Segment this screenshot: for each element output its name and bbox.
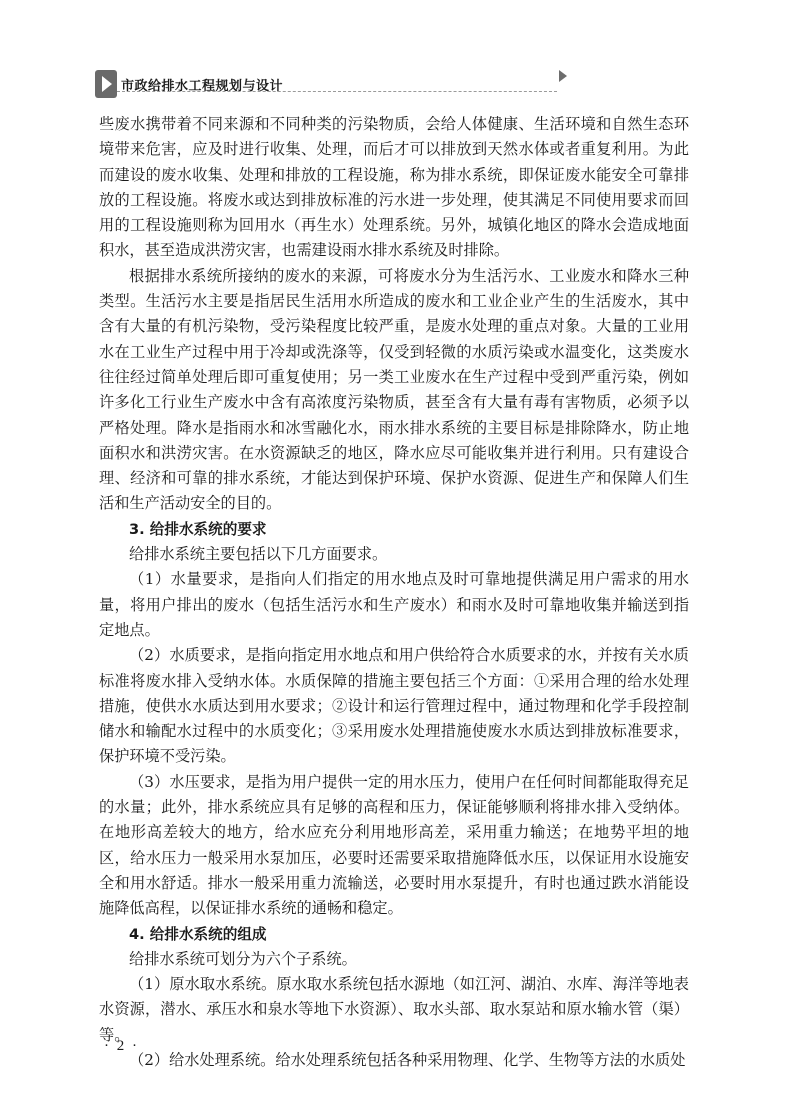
section-heading-4: 4. 给排水系统的组成 — [129, 925, 267, 943]
page-number: · 2 · — [104, 1038, 139, 1054]
paragraph-8: （1）原水取水系统。原水取水系统包括水源地（如江河、湖泊、水库、海洋等地表水资源，潜水、承压水和泉水等地下水资源）、取水头部、取水泵站和原水输水管（渠）等。 — [99, 975, 689, 1044]
paragraph-2: 根据排水系统所接纳的废水的来源，可将废水分为生活污水、工业废水和降水三种类型。生活污水主要是指居民生活用水所造成的废水和工业企业产生的生活废水，其中含有大量的有机污染物，受污染程度比较严重，是废水处理的重点对象。大量的工业用水在工业生产过程中用于冷却或洗涤等，仅受到轻微的水质污染或水温变化，这类废水往往经过简单处理后即可重复使用；另一类工业废水在生产过程中受到严重污染，例如许多化工行业生产废水中含有高浓度污染物质，甚至含有大量有毒有害物质，必须予以严格处理。降水是指雨水和冰雪融化水，雨水排水系统的主要目标是排除降水，防止地面积水和洪涝灾害。在水资源缺乏的地区，降水应尽可能收集并进行利用。只有建设合理、经济和可靠的排水系统，才能达到保护环境、保护水资源、促进生产和保障人们生活和生产活动安全的目的。 — [99, 266, 689, 513]
running-header — [95, 70, 475, 98]
header-title: 市政给排水工程规划与设计 — [121, 79, 284, 94]
body-text — [99, 112, 689, 1073]
header-arrow-icon — [95, 70, 117, 98]
header-tip-icon — [559, 70, 567, 82]
paragraph-3: 给排水系统主要包括以下几方面要求。 — [129, 545, 388, 564]
paragraph-5: （2）水质要求，是指向指定用水地点和用户供给符合水质要求的水，并按有关水质标准将废水排入受纳水体。水质保障的措施主要包括三个方面：①采用合理的给水处理措施，使供水水质达到用水要求；②设计和运行管理过程中，通过物理和化学手段控制储水和输配水过程中的水质变化；③采用废水处理措施使废水水质达到排放标准要求，保护环境不受污染。 — [99, 646, 689, 766]
header-rule — [117, 91, 557, 92]
paragraph-1: 些废水携带着不同来源和不同种类的污染物质，会给人体健康、生活环境和自然生态环境带来危害，应及时进行收集、处理，而后才可以排放到天然水体或者重复利用。为此而建设的废水收集、处理和排放的工程设施，称为排水系统，即保证废水能安全可靠排放的工程设施。将废水或达到排放标准的污水进一步处理，使其满足不同使用要求而回用的工程设施则称为回用水（再生水）处理系统。另外，城镇化地区的降水会造成地面积水，甚至造成洪涝灾害，也需建设雨水排水系统及时排除。 — [99, 115, 689, 260]
paragraph-4: （1）水量要求，是指向人们指定的用水地点及时可靠地提供满足用户需求的用水量，将用户排出的废水（包括生活污水和生产废水）和雨水及时可靠地收集并输送到指定地点。 — [99, 570, 689, 639]
paragraph-7: 给排水系统可划分为六个子系统。 — [129, 949, 357, 968]
paragraph-6: （3）水压要求，是指为用户提供一定的用水压力，使用户在任何时间都能取得充足的水量；此外，排水系统应具有足够的高程和压力，保证能够顺利将排水排入受纳体。在地形高差较大的地方，给水应充分利用地形高差，采用重力输送；在地势平坦的地区，给水压力一般采用水泵加压，必要时还需要采取措施降低水压，以保证用水设施安全和用水舒适。排水一般采用重力流输送，必要时用水泵提升，有时也通过跌水消能设施降低高程，以保证排水系统的通畅和稳定。 — [99, 772, 689, 918]
paragraph-9: （2）给水处理系统。给水处理系统包括各种采用物理、化学、生物等方法的水质处 — [129, 1050, 686, 1069]
section-heading-3: 3. 给排水系统的要求 — [129, 520, 267, 538]
